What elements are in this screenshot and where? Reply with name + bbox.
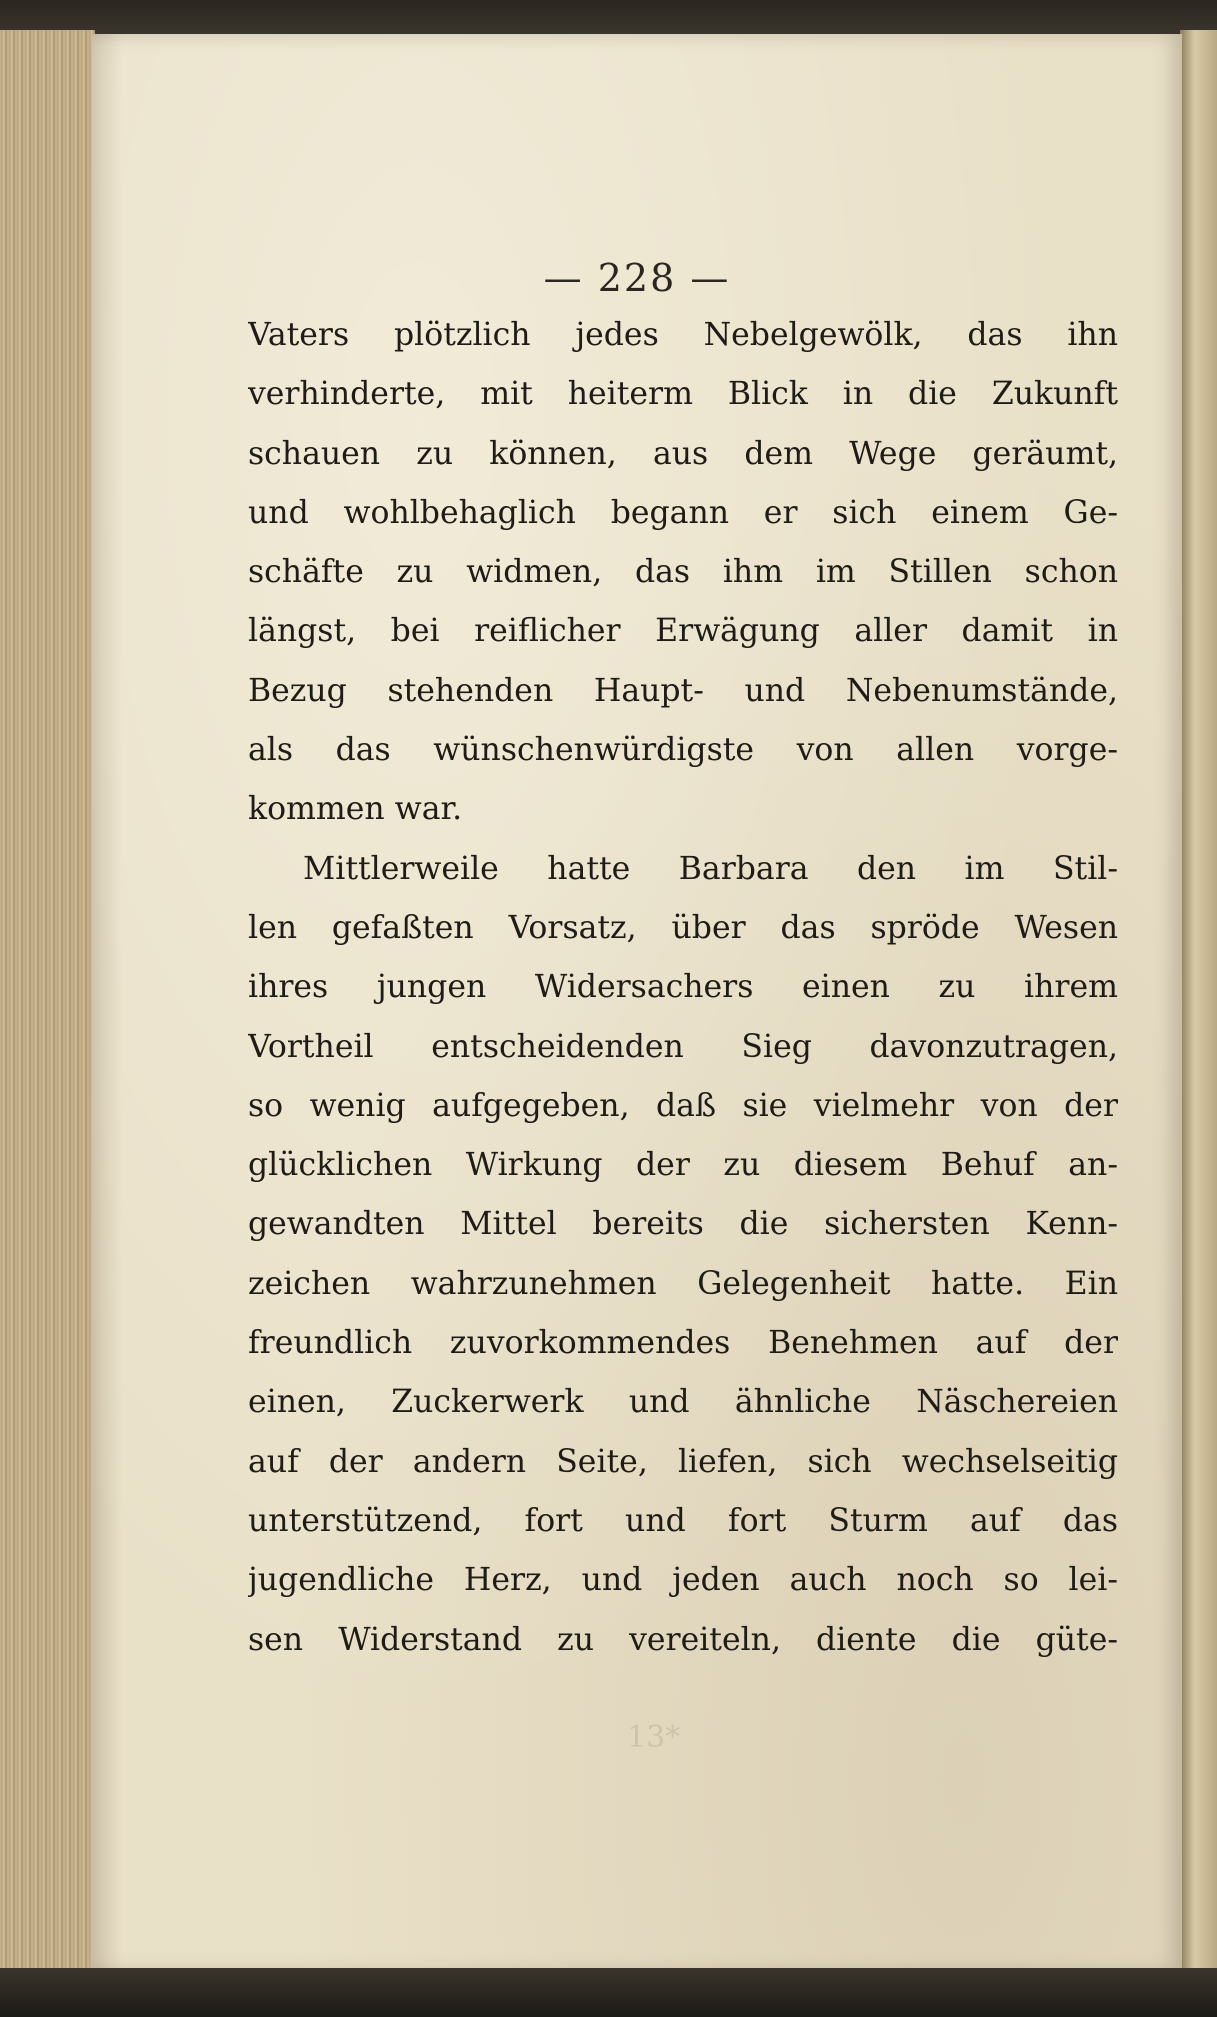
text-line: einen, Zuckerwerk und ähnliche Näschereien	[248, 1384, 1118, 1421]
text-line: verhinderte, mit heiterm Blick in die Zukunft	[248, 376, 1118, 413]
text-line: unterstützend, fort und fort Sturm auf das	[248, 1502, 1118, 1539]
text-line-paragraph-start: Mittlerweile hatte Barbara den im Stil-	[303, 850, 1118, 887]
scan-bottom-edge	[0, 1968, 1217, 2017]
book-cover-edge-right	[1180, 30, 1217, 1975]
text-line: freundlich zuvorkommendes Benehmen auf der	[248, 1325, 1118, 1362]
scan-top-edge	[0, 0, 1217, 34]
text-line: len gefaßten Vorsatz, über das spröde Wesen	[248, 909, 1118, 946]
text-line: ihres jungen Widersachers einen zu ihrem	[248, 969, 1118, 1006]
text-line: als das wünschenwürdigste von allen vorge-	[248, 732, 1118, 769]
text-line: schäfte zu widmen, das ihm im Stillen schon	[248, 554, 1118, 591]
text-line: längst, bei reiflicher Erwägung aller damit in	[248, 613, 1118, 650]
page-edges-left	[0, 30, 95, 1975]
text-line: auf der andern Seite, liefen, sich wechselseitig	[248, 1443, 1118, 1480]
page-number-header: — 228 —	[543, 256, 731, 300]
text-line: und wohlbehaglich begann er sich einem Ge-	[248, 494, 1118, 531]
text-line: Vortheil entscheidenden Sieg davonzutragen,	[248, 1028, 1118, 1065]
text-line: zeichen wahrzunehmen Gelegenheit hatte. Ein	[248, 1265, 1118, 1302]
bleed-through-mark: 13*	[627, 1720, 681, 1755]
text-line: Vaters plötzlich jedes Nebelgewölk, das ihn	[248, 317, 1118, 353]
text-line: glücklichen Wirkung der zu diesem Behuf an-	[248, 1147, 1118, 1184]
text-line: kommen war.	[248, 791, 463, 828]
page-body-text	[248, 306, 1118, 1670]
text-line: Bezug stehenden Haupt- und Nebenumstände,	[248, 672, 1118, 709]
text-line: sen Widerstand zu vereiteln, diente die güte-	[248, 1621, 1118, 1658]
text-line: so wenig aufgegeben, daß sie vielmehr von der	[248, 1087, 1118, 1124]
text-line: schauen zu können, aus dem Wege geräumt,	[248, 435, 1118, 472]
text-line: jugendliche Herz, und jeden auch noch so lei-	[248, 1562, 1118, 1599]
text-line: gewandten Mittel bereits die sichersten Kenn-	[248, 1206, 1118, 1243]
